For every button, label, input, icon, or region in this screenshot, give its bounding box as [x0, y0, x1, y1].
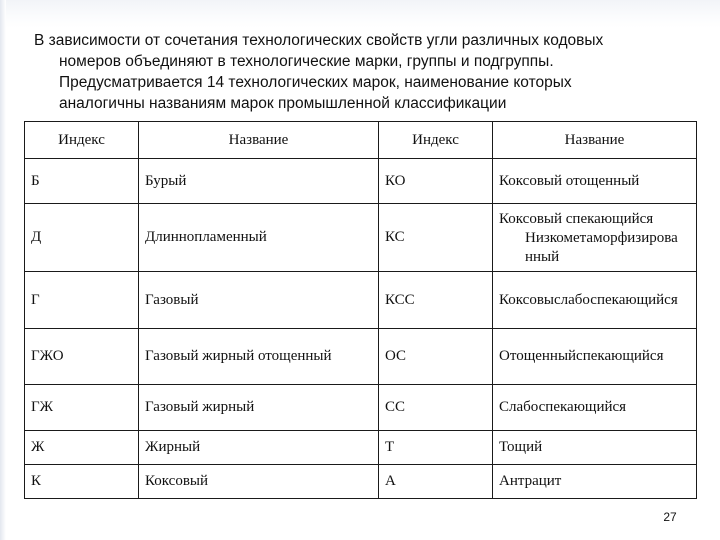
grade-name: Коксовый отощенный — [493, 159, 697, 204]
table-row — [25, 385, 697, 431]
table-row — [25, 159, 697, 204]
grade-index: А — [379, 465, 493, 499]
coal-grades-table — [24, 121, 697, 499]
grade-index: Г — [25, 272, 139, 329]
intro-paragraph — [34, 30, 694, 114]
grade-index: Д — [25, 204, 139, 272]
grade-index: КС — [379, 204, 493, 272]
slide-left-accent — [0, 0, 6, 540]
header-name: Название — [139, 122, 379, 159]
grade-index: СС — [379, 385, 493, 431]
grade-index: Т — [379, 431, 493, 465]
grade-name: Жирный — [139, 431, 379, 465]
grade-index: К — [25, 465, 139, 499]
grade-name-line: Коксовый спекающийся — [499, 211, 654, 227]
grade-index: Ж — [25, 431, 139, 465]
slide-header-band — [0, 0, 720, 28]
grade-index: КСС — [379, 272, 493, 329]
grade-name: Газовый — [139, 272, 379, 329]
grade-name: Коксовый — [139, 465, 379, 499]
grade-index: ГЖО — [25, 329, 139, 385]
grade-name: Отощенныйспекающийся — [493, 329, 697, 385]
grade-name: Газовый жирный — [139, 385, 379, 431]
table-header-row — [25, 122, 697, 159]
table-row — [25, 272, 697, 329]
table-row — [25, 431, 697, 465]
table-row — [25, 329, 697, 385]
grade-name: Антрацит — [493, 465, 697, 499]
intro-line: номеров объединяют в технологические марки, группы и подгруппы. — [59, 53, 554, 70]
intro-line: В зависимости от сочетания технологических свойств угли различных кодовых — [34, 32, 604, 49]
intro-line: Предусматривается 14 технологических марок, наименование которых — [59, 74, 572, 91]
grade-name-line: нный — [525, 249, 560, 265]
grade-name — [493, 204, 697, 272]
page-number: 27 — [663, 510, 677, 524]
grade-name: Бурый — [139, 159, 379, 204]
grade-name: Слабоспекающийся — [493, 385, 697, 431]
grade-name: Тощий — [493, 431, 697, 465]
table-row — [25, 465, 697, 499]
grade-index: КО — [379, 159, 493, 204]
grade-name: Газовый жирный отощенный — [139, 329, 379, 385]
grade-index: ГЖ — [25, 385, 139, 431]
header-index: Индекс — [379, 122, 493, 159]
intro-line: аналогичны названиям марок промышленной классификации — [59, 95, 507, 112]
grade-name-line: Низкометаморфизирова — [525, 230, 678, 246]
grade-index: Б — [25, 159, 139, 204]
grade-name: Коксовыслабоспекающийся — [493, 272, 697, 329]
header-name: Название — [493, 122, 697, 159]
table-row — [25, 204, 697, 272]
header-index: Индекс — [25, 122, 139, 159]
grade-index: ОС — [379, 329, 493, 385]
grade-name: Длиннопламенный — [139, 204, 379, 272]
